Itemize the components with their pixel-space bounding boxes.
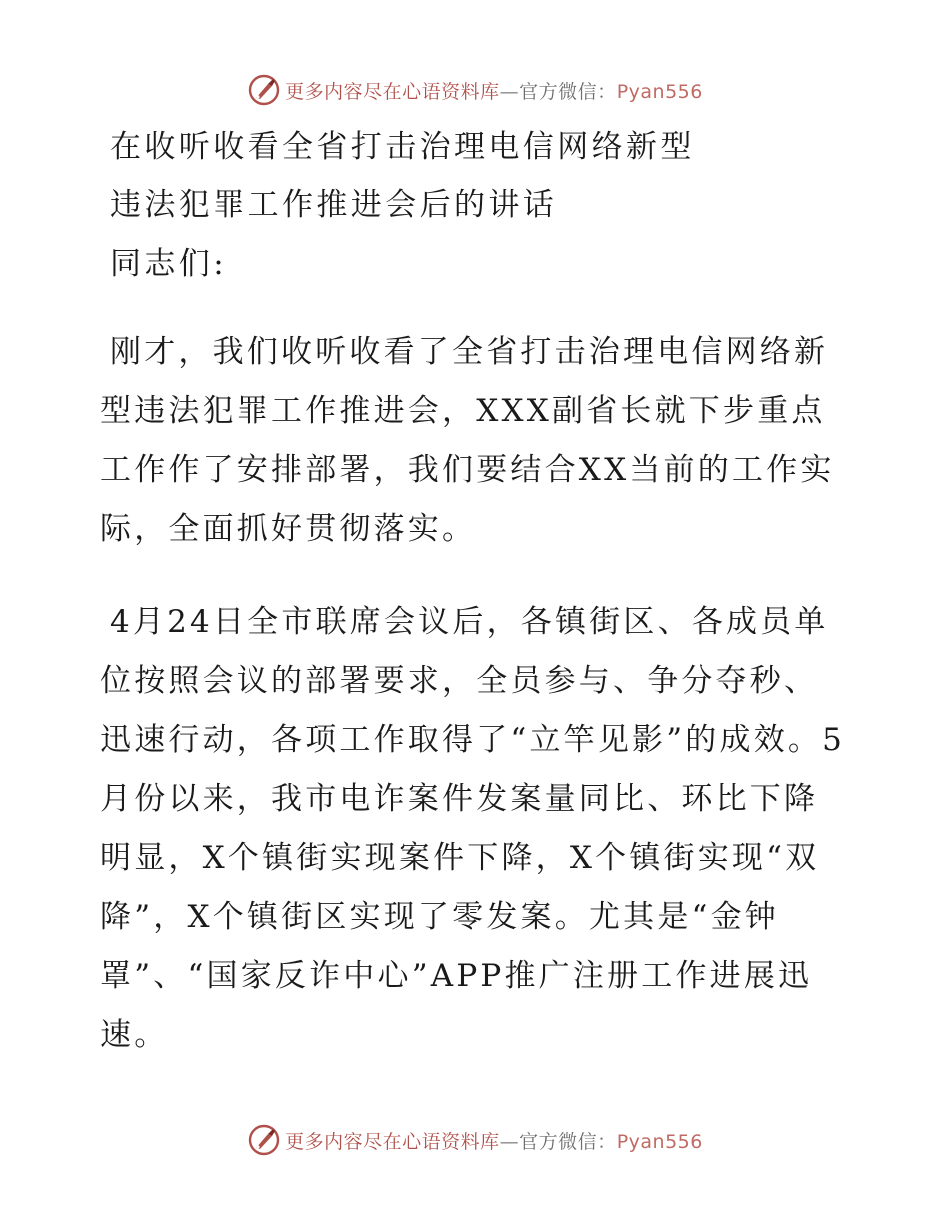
- document-title-line-1: 在收听收看全省打击治理电信网络新型: [110, 129, 695, 165]
- watermark-text: 更多内容尽在心语资料库—官方微信：Pyan556: [285, 80, 703, 103]
- document-body: [100, 118, 860, 1065]
- header-watermark: [0, 70, 950, 110]
- document-title-line-2: 违法犯罪工作推进会后的讲话: [110, 187, 558, 223]
- quill-pen-logo-icon: [247, 1123, 281, 1157]
- salutation: 同志们:: [110, 246, 228, 282]
- watermark-text: 更多内容尽在心语资料库—官方微信：Pyan556: [285, 1130, 703, 1153]
- footer-watermark: [0, 1120, 950, 1160]
- quill-pen-logo-icon: [247, 73, 281, 107]
- paragraph-1: 刚才，我们收听收看了全省打击治理电信网络新型违法犯罪工作推进会，XXX副省长就下步重点工作作了安排部署，我们要结合XX当前的工作实际，全面抓好贯彻落实。: [100, 334, 835, 547]
- paragraph-2: 4月24日全市联席会议后，各镇街区、各成员单位按照会议的部署要求，全员参与、争分夺秒、迅速行动，各项工作取得了“立竿见影”的成效。5月份以来，我市电诈案件发案量同比、环比下降明显，X个镇街实现案件下降，X个镇街实现“双降”，X个镇街区实现了零发案。尤其是“金钟罩”、“国家反诈中心”APP推广注册工作进展迅速。: [100, 604, 846, 1053]
